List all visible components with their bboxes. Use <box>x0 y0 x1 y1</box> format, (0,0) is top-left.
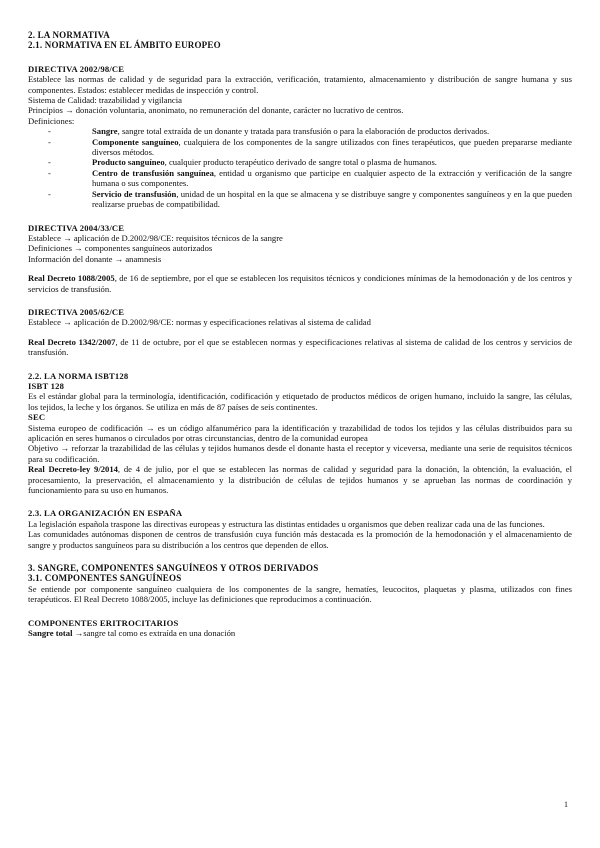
real-decreto-ley-9 <box>28 464 572 495</box>
directive-2004-line: Establece → aplicación de D.2002/98/CE: requisitos técnicos de la sangre <box>28 232 283 243</box>
definition-text: , cualquier producto terapéutico derivado de sangre total o plasma de humanos. <box>164 157 437 168</box>
definition-term: Componente sanguíneo <box>92 136 179 147</box>
whole-blood-line <box>28 628 572 638</box>
list-dash: - <box>48 126 51 137</box>
directive-2002-line: Establece las normas de calidad y de seguridad para la extracción, verificación, tratamiento, almacenamiento y distribución de sangre humana y sus componentes. Estados: establecer medidas de inspección y control. <box>28 74 572 95</box>
heading-section-2-2: 2.2. LA NORMA ISBT128 <box>28 370 129 381</box>
isbt-text: Es el estándar global para la terminología, identificación, codificación y etiquetado de productos médicos de origen humano, incluido la sangre, las células, los tejidos, la leche y los órganos. Se utiliza en más de 87 países de seis continentes. <box>28 391 572 412</box>
real-decreto-1342 <box>28 337 572 358</box>
definition-item <box>28 168 572 189</box>
definition-text: , cualquiera de los componentes de la sangre utilizados con fines terapéuticos, que pueden prepararse mediante diversos métodos. <box>92 136 572 158</box>
heading-section-3: 3. SANGRE, COMPONENTES SANGUÍNEOS Y OTROS DERIVADOS <box>28 563 319 574</box>
definition-item <box>28 126 572 136</box>
directive-2002-title: DIRECTIVA 2002/98/CE <box>28 63 125 74</box>
directive-2004-line: Definiciones → componentes sanguíneos autorizados <box>28 243 213 254</box>
sec-title: SEC <box>28 412 46 423</box>
whole-blood-term: Sangre total <box>28 628 73 639</box>
heading-section-2-1: 2.1. NORMATIVA EN EL ÁMBITO EUROPEO <box>28 40 221 51</box>
definition-term: Producto sanguíneo <box>92 157 165 168</box>
list-dash: - <box>48 136 51 147</box>
list-dash: - <box>48 188 51 199</box>
document-page <box>28 30 572 639</box>
definition-text: , unidad de un hospital en la que se almacena y se distribuye sangre y componentes sanguíneos y en la que pueden realizarse pruebas de compatibilidad. <box>92 188 573 210</box>
definition-text: , entidad u organismo que participe en cualquier aspecto de la extracción y verificación de la sangre humana o sus componentes. <box>92 167 572 189</box>
real-decreto-1342-text: , de 11 de octubre, por el que se establecen normas y especificaciones relativas al sistema de calidad de los centros y servicios de transfusión. <box>28 336 573 358</box>
definition-term: Sangre <box>92 126 118 137</box>
directive-2002-line: Principios → donación voluntaria, anonimato, no remuneración del donante, carácter no lucrativo de centros. <box>28 105 404 116</box>
real-decreto-ley-9-title: Real Decreto-ley 9/2014 <box>28 464 118 475</box>
directive-2004-line: Información del donante → anamnesis <box>28 253 162 264</box>
heading-section-3-1: 3.1. COMPONENTES SANGUÍNEOS <box>28 573 182 584</box>
real-decreto-1088-title: Real Decreto 1088/2005 <box>28 273 115 284</box>
definition-term: Centro de transfusión sanguínea <box>92 167 214 178</box>
list-dash: - <box>48 157 51 168</box>
real-decreto-1088-text: , de 16 de septiembre, por el que se establecen los requisitos técnicos y condiciones mínimas de la hemodonación y de los centros y servicios de transfusión. <box>28 273 573 294</box>
definition-item <box>28 137 572 158</box>
definition-term: Servicio de transfusión <box>92 188 177 199</box>
definitions-list <box>28 126 572 209</box>
heading-section-2-3: 2.3. LA ORGANIZACIÓN EN ESPAÑA <box>28 508 183 519</box>
definition-item <box>28 157 572 167</box>
directive-2002-line: Definiciones: <box>28 115 75 126</box>
directive-2004-title: DIRECTIVA 2004/33/CE <box>28 222 125 233</box>
definition-text: , sangre total extraída de un donante y tratada para transfusión o para la elaboración de productos derivados. <box>117 126 490 137</box>
sec-line: Sistema europeo de codificación → es un código alfanumérico para la identificación y trazabilidad de todos los tejidos y las células distribuidos para su aplicación en seres humanos o circulados por otras circunstancias, dentro de la comunidad europea <box>28 422 572 443</box>
directive-2002-line: Sistema de Calidad: trazabilidad y vigilancia <box>28 95 182 106</box>
page-number: 1 <box>564 800 568 809</box>
spain-line: Las comunidades autónomas disponen de centros de transfusión cuya función más destacada es la promoción de la hemodonación y el almacenamiento de sangre y productos sanguíneos para su distribución a los centros que dependen de ellos. <box>28 529 572 550</box>
real-decreto-1342-title: Real Decreto 1342/2007 <box>28 336 116 347</box>
list-dash: - <box>48 167 51 178</box>
components-text: Se entiende por componente sanguíneo cualquiera de los componentes de la sangre, hematíes, leucocitos, plaquetas y plasma, utilizados con fines terapéuticos. El Real Decreto 1088/2005, incluye las definiciones que reproducimos a continuación. <box>28 583 572 605</box>
real-decreto-ley-9-text: , de 4 de julio, por el que se establecen las normas de calidad y seguridad para la donación, la obtención, la evaluación, el procesamiento, la preservación, el almacenamiento y la distribución de células de tejidos humanos y se aprueban las normas de coordinación y funcionamiento para su uso en humanos. <box>28 464 572 496</box>
spain-line: La legislación española traspone las directivas europeas y estructura las distintas entidades u organismos que deben realizar cada una de las funciones. <box>28 518 545 529</box>
directive-2005-title: DIRECTIVA 2005/62/CE <box>28 306 125 317</box>
sec-line: Objetivo → reforzar la trazabilidad de las células y tejidos humanos desde el donante hasta el receptor y viceversa, mediante una serie de requisitos técnicos para su codificación. <box>28 443 572 464</box>
definition-item <box>28 189 572 210</box>
erythrocyte-components-title: COMPONENTES ERITROCITARIOS <box>28 617 179 628</box>
directive-2005-line: Establece → aplicación de D.2002/98/CE: normas y especificaciones relativas al sistema de calidad <box>28 317 371 328</box>
heading-section-2: 2. LA NORMATIVA <box>28 30 110 40</box>
whole-blood-text: →sangre tal como es extraída en una donación <box>72 628 236 639</box>
isbt-title: ISBT 128 <box>28 380 65 391</box>
real-decreto-1088 <box>28 273 572 294</box>
